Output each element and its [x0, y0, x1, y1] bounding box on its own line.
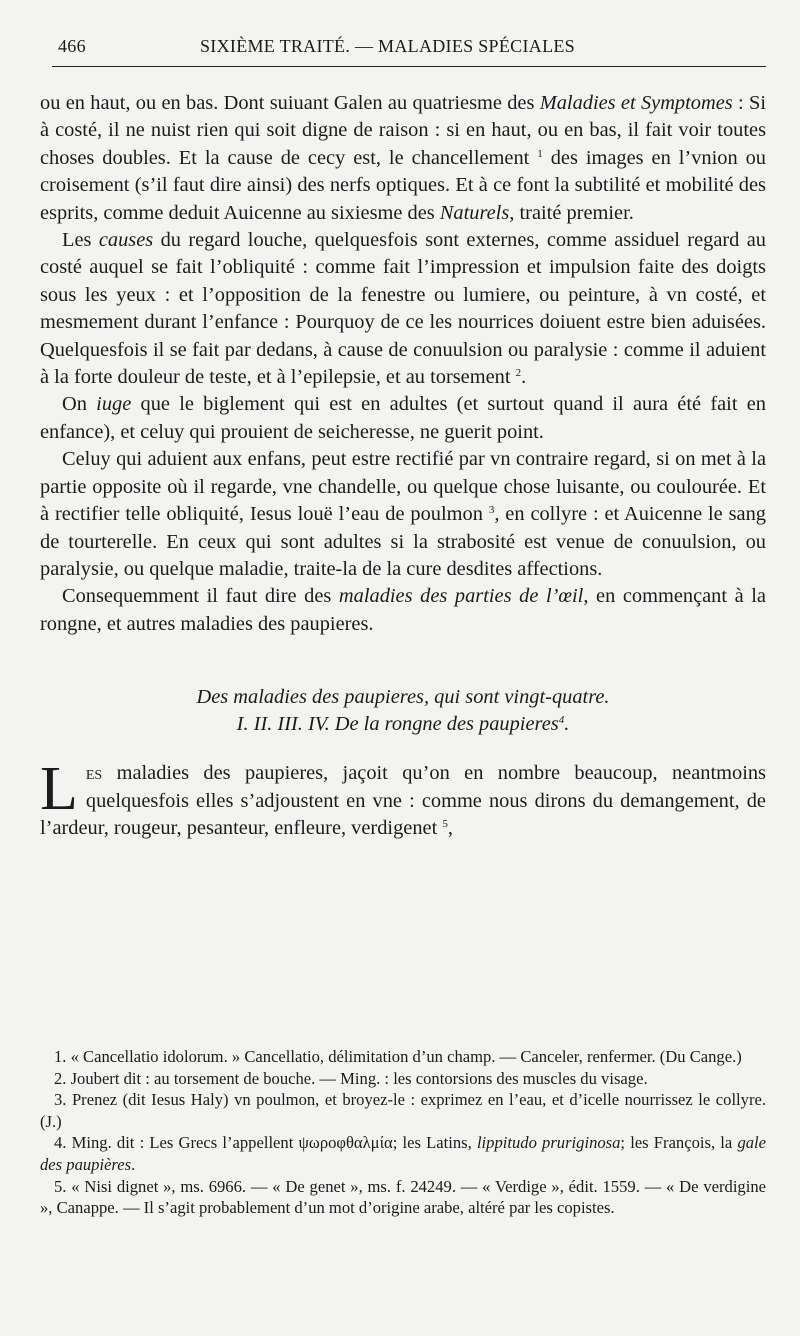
footnote-ref-3[interactable]: 3 [488, 504, 495, 517]
header-rule [52, 66, 766, 67]
chapter-heading-line-2: I. II. III. IV. De la rongne des paupieres$^4$. [236, 713, 570, 736]
chapter-heading [40, 684, 766, 738]
footnote-ref-4[interactable]: 4 [558, 714, 565, 727]
footnote-ref-5[interactable]: 5 [442, 817, 448, 830]
paragraph-2: Les causes du regard louche, quelquesfois sont externes, comme assiduel regard au costé auquel se fait l’obliquité : comme fait l’impression et impulsion faite des doigts sous les yeux : et l’opposition de la fenestre ou lumiere, ou peinture, à vn costé, et mesmement durant l’enfance : Pourquoy de ce les nourrices doiuent estre bien aduisées. Quelquesfois il se fait par dedans, à cause de conuulsion ou paralysie : comme il aduient à la forte douleur de teste, et à l’epilepsie, et au torsement $^2$. [40, 229, 766, 389]
footnote-ref-1[interactable]: 1 [537, 147, 543, 160]
paragraph-4: Celuy qui aduient aux enfans, peut estre rectifié par vn contraire regard, si on met à la partie opposite où il regarde, vne chandelle, ou quelque chose luisante, ou coulourée. Et à rectifier telle obliquité, Iesus louë l’eau de poulmon $^3$, en collyre : et Auicenne le sang de tourterelle. En ceux qui sont adultes si la strabosité est venue de conuulsion, ou paralysie, ou quelque maladie, traite-la de la cure desdites affections. [40, 448, 766, 580]
footnote-4: 4. Ming. dit : Les Grecs l’appellent ψωροφθαλμία; les Latins, lippitudo pruriginosa; les François, la gale des paupières. [40, 1133, 767, 1174]
paragraph-5: Consequemment il faut dire des maladies des parties de l’œil, en commençant à la rongne, et autres maladies des paupieres. [40, 585, 766, 635]
drop-cap: L [40, 755, 78, 824]
running-title: SIXIÈME TRAITÉ. — MALADIES SPÉCIALES [200, 36, 575, 56]
footnote-ref-2[interactable]: 2 [515, 367, 522, 380]
page-number: 466 [58, 36, 86, 56]
paragraph-6: Les maladies des paupieres, jaçoit qu’on en nombre beaucoup, neantmoins quelquesfois elles s’adjoustent en vne : comme nous dirons du demangement, de l’ardeur, rougeur, pesanteur, enfleure, verdigenet $^5$, [40, 755, 766, 839]
footnote-2: 2. Joubert dit : au torsement de bouche. — Ming. : les contorsions des muscles du visage. [54, 1068, 648, 1088]
chapter-heading-line-1: Des maladies des paupieres, qui sont vingt-quatre. [196, 686, 610, 709]
footnote-5: 5. « Nisi dignet », ms. 6966. — « De genet », ms. f. 24249. — « Verdige », édit. 1559. — « De verdigine », Canappe. — Il s’agit probablement d’un mot d’origine arabe, altéré par les copistes. [40, 1176, 766, 1218]
paragraph-1: ou en haut, ou en bas. Dont suiuant Galen au quatriesme des Maladies et Symptomes : Si à costé, il ne nuist rien qui soit digne de raison : si en haut, ou en bas, il fait voir toutes choses doubles. Et la cause de cecy est, le chancellement $^1$ des images en l’vnion ou croisement (s’il faut dire ainsi) des nerfs optiques. Et à ce font la subtilité et mobilité des esprits, comme deduit Auicenne au sixiesme des Naturels, traité premier. [40, 92, 766, 224]
main-text [40, 90, 766, 842]
greek-term: ψωροφθαλμία [298, 1133, 393, 1153]
footnote-1: 1. « Cancellatio idolorum. » Cancellatio, délimitation d’un champ. — Canceler, renfermer. (Du Cange.) [54, 1047, 742, 1066]
paragraph-3: On iuge que le biglement qui est en adultes (et surtout quand il aura été fait en enfance), et celuy qui prouient de seicheresse, ne guerit point. [40, 393, 766, 443]
footnotes [40, 1046, 766, 1219]
footnote-3: 3. Prenez (dit Iesus Haly) vn poulmon, et broyez-le : exprimez en l’eau, et d’icelle nourrissez le collyre. (J.) [40, 1090, 766, 1131]
